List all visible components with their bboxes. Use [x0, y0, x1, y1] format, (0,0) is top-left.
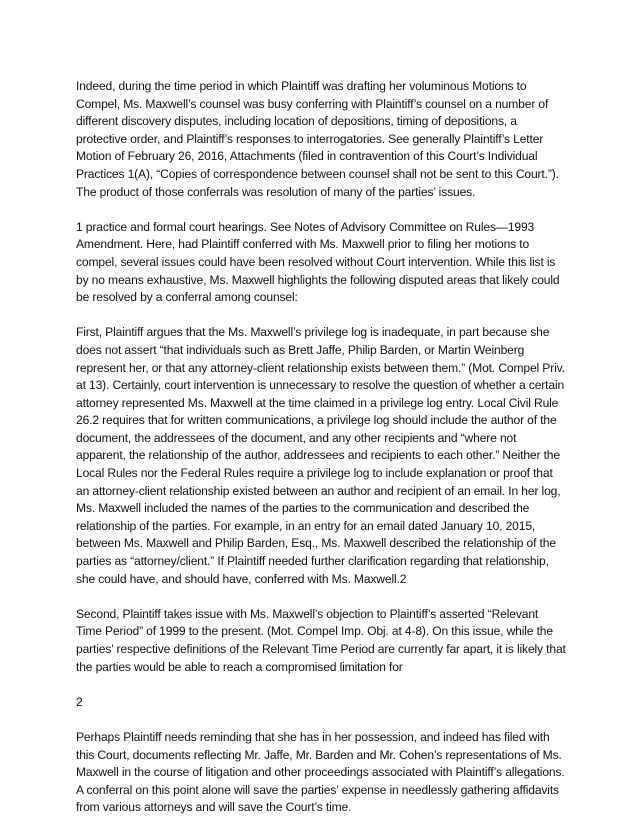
paragraph-relevant-time-period: Second, Plaintiff takes issue with Ms. Maxwell’s objection to Plaintiff’s asserted “Relevant Time Period” of 1999 to the present. (Mot. Compel Imp. Obj. at 4-8). On this issue, while the parties’ respective definitions of the Relevant Time Period are currently far apart, it is likely that the parties would be able to reach a compromised limitation for: [76, 606, 566, 674]
paragraph-privilege-log: First, Plaintiff argues that the Ms. Maxwell’s privilege log is inadequate, in part because she does not assert “that individuals such as Brett Jaffe, Philip Barden, or Martin Weinberg represent her, or that any attorney-client relationship exists between them.” (Mot. Compel Priv. at 13). Certainly, court intervention is unnecessary to resolve the question of whether a certain attorney represented Ms. Maxwell at the time claimed in a privilege log entry. Local Civil Rule 26.2 requires that for written communications, a privilege log should include the author of the document, the addressees of the document, and any other recipients and “where not apparent, the relationship of the author, addressees and recipients to each other.” Neither the Local Rules nor the Federal Rules require a privilege log to include explanation or proof that an attorney-client relationship existed between an author and recipient of an email. In her log, Ms. Maxwell included the names of the parties to the communication and described the relationship of the parties. For example, in an entry for an email dated January 10, 2015, between Ms. Maxwell and Philip Barden, Esq., Ms. Maxwell described the relationship of the parties as “attorney/client.” If Plaintiff needed further clarification regarding that relationship, she could have, and should have, conferred with Ms. Maxwell.2: [76, 325, 565, 586]
paragraph-advisory-committee: 1 practice and formal court hearings. See Notes of Advisory Committee on Rules—1993 Amendment. Here, had Plaintiff conferred with Ms. Maxwell prior to filing her motions to compel, several issues could have been resolved without Court intervention. While this list is by no means exhaustive, Ms. Maxwell highlights the following disputed areas that likely could be resolved by a conferral among counsel:: [76, 219, 560, 305]
page-number: 2: [76, 694, 83, 709]
paragraph-discovery-conferrals: Indeed, during the time period in which Plaintiff was drafting her voluminous Motions to Compel, Ms. Maxwell’s counsel was busy conferring with Plaintiff’s counsel on a number of different discovery disputes, including location of depositions, timing of depositions, a protective order, and Plaintiff’s responses to interrogatories. See generally Plaintiff’s Letter Motion of February 26, 2016, Attachments (filed in contravention of this Court’s Individual Practices 1(A), “Copies of correspondence between counsel shall not be sent to this Court.”). The product of those conferrals was resolution of many of the parties’ issues.: [76, 79, 559, 199]
document-page: [76, 78, 566, 835]
footnote-text: Perhaps Plaintiff needs reminding that she has in her possession, and indeed has filed with this Court, documents reflecting Mr. Jaffe, Mr. Barden and Mr. Cohen’s representations of Ms. Maxwell in the course of litigation and other proceedings associated with Plaintiff’s allegations. A conferral on this point alone will save the parties’ expense in needlessly gathering affidavits from various attorneys and will save the Court’s time.: [76, 729, 565, 815]
